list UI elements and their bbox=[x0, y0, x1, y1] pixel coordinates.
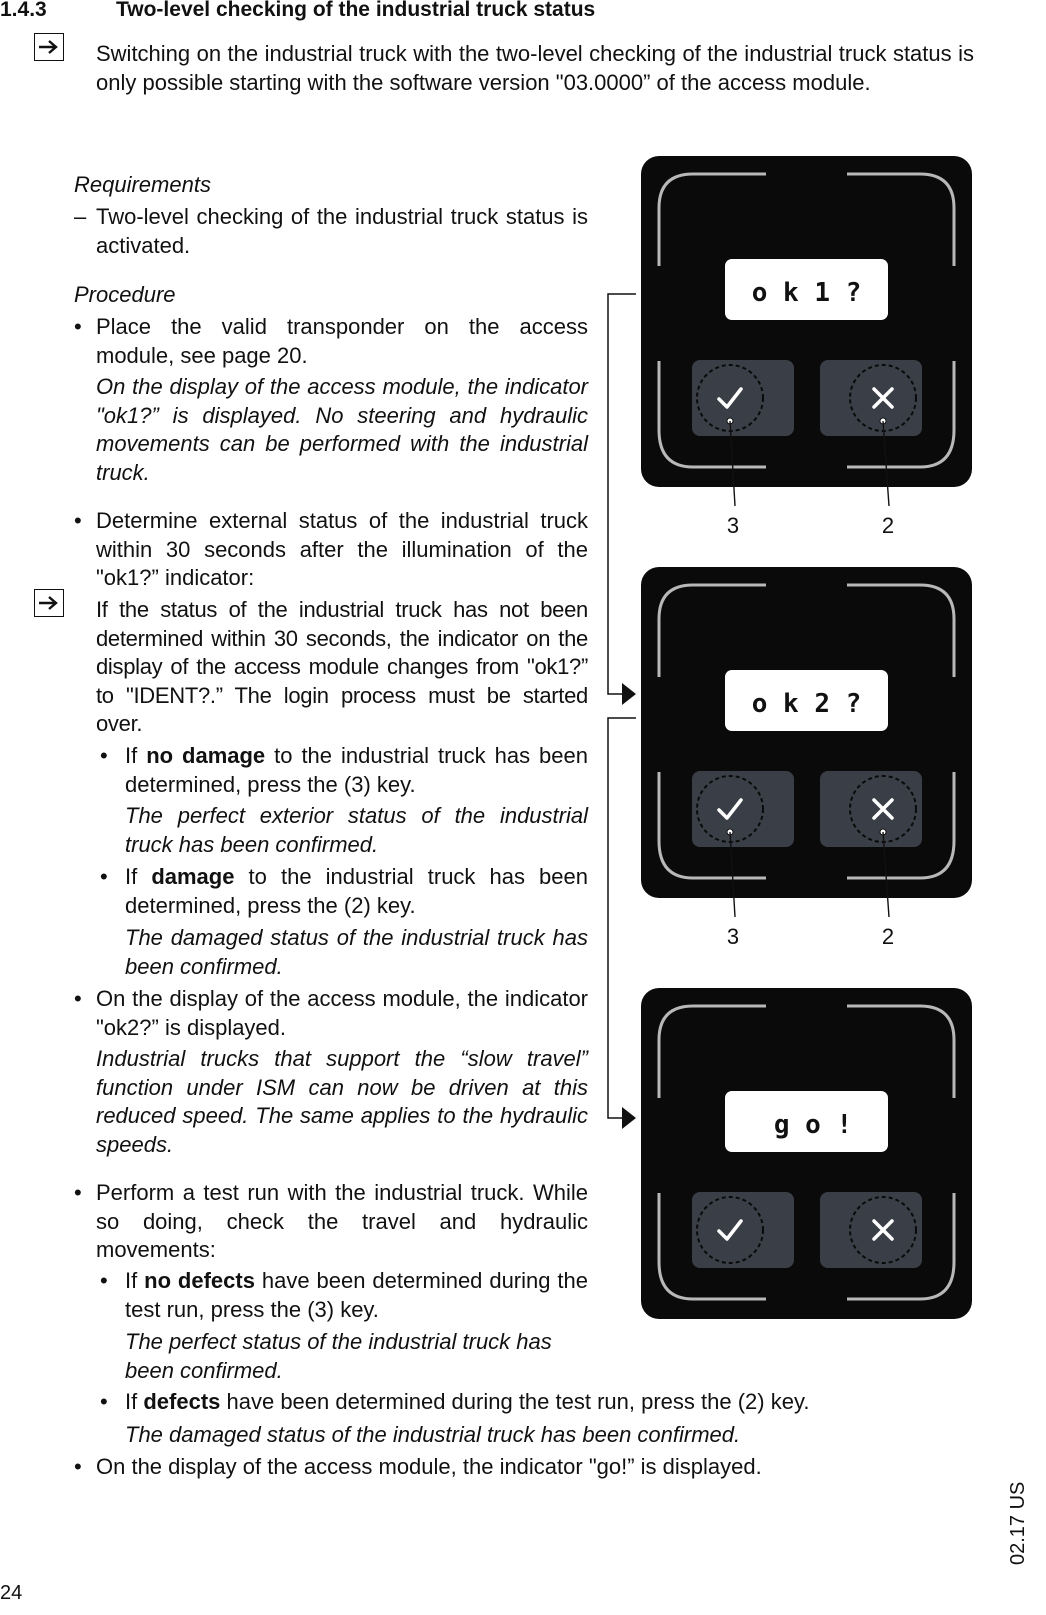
step5-bullet: • bbox=[74, 1454, 82, 1479]
step2-sub2-result: The damaged status of the industrial truck has been confirmed. bbox=[125, 925, 588, 979]
defects-emphasis: defects bbox=[143, 1389, 221, 1414]
note-software-version: Switching on the industrial truck with the two-level checking of the industrial truck status is only possible starting with the software version "03.0000” of the access module. bbox=[96, 41, 974, 95]
step5-text: On the display of the access module, the indicator "go!” is displayed. bbox=[96, 1454, 762, 1479]
section-number: 1.4.3 bbox=[0, 0, 47, 21]
section-title: Two-level checking of the industrial truck status bbox=[116, 0, 596, 21]
step2-sub2-bullet: • bbox=[100, 864, 108, 889]
step1-bullet: • bbox=[74, 314, 82, 339]
callout-2: 2 bbox=[881, 513, 895, 538]
step4-sub1-bullet: • bbox=[100, 1268, 108, 1293]
step4-text: Perform a test run with the industrial truck. While so doing, check the travel and hydraulic movements: bbox=[96, 1180, 588, 1262]
step2-sub1-bullet: • bbox=[100, 743, 108, 768]
display-go: g o ! bbox=[773, 1110, 853, 1140]
step4-sub1-result: The perfect status of the industrial truck has been confirmed. bbox=[125, 1329, 552, 1383]
callout-2: 2 bbox=[881, 924, 895, 949]
access-module-panel-2 bbox=[641, 567, 972, 949]
step4-sub1-text: If no defects have been determined during the test run, press the (3) key. bbox=[125, 1268, 588, 1322]
procedure-heading: Procedure bbox=[74, 282, 176, 307]
access-module-panel-1 bbox=[641, 156, 972, 538]
step2-bullet: • bbox=[74, 508, 82, 533]
requirements-heading: Requirements bbox=[74, 172, 211, 197]
step1-result: On the display of the access module, the indicator "ok1?” is displayed. No steering and hydraulic movements can be performed with the industrial truck. bbox=[96, 374, 588, 485]
step2-sub1-text: If no damage to the industrial truck has been determined, press the (3) key. bbox=[125, 743, 588, 797]
page-number: 24 bbox=[0, 1582, 23, 1604]
callout-3: 3 bbox=[726, 924, 740, 949]
flow-connector-2 bbox=[608, 718, 636, 1129]
no-defects-emphasis: no defects bbox=[144, 1268, 255, 1293]
display-ok1: o k 1 ? bbox=[751, 278, 862, 308]
flow-connector-1 bbox=[608, 294, 636, 705]
step2-sub1-result: The perfect exterior status of the industrial truck has been confirmed. bbox=[125, 803, 588, 857]
damage-emphasis: damage bbox=[151, 864, 235, 889]
step2-text: Determine external status of the industrial truck within 30 seconds after the illumination of the "ok1?” indicator: bbox=[96, 508, 588, 590]
requirements-dash: – bbox=[74, 204, 87, 229]
document-date: 02.17 US bbox=[1007, 1481, 1029, 1565]
step4-sub2-bullet: • bbox=[100, 1389, 108, 1414]
access-module-panel-3 bbox=[641, 988, 972, 1319]
no-damage-emphasis: no damage bbox=[146, 743, 266, 768]
step3-bullet: • bbox=[74, 986, 82, 1011]
requirements-item: Two-level checking of the industrial truck status is activated. bbox=[96, 204, 588, 258]
step4-sub2-result: The damaged status of the industrial truck has been confirmed. bbox=[125, 1422, 741, 1447]
step4-sub2-text: If defects have been determined during the test run, press the (2) key. bbox=[125, 1389, 810, 1414]
step2-timeout-note: If the status of the industrial truck has not been determined within 30 seconds, the indicator on the display of the access module changes from "ok1?” to "IDENT?.” The login process must be started over. bbox=[96, 597, 588, 736]
step2-sub2-text: If damage to the industrial truck has been determined, press the (2) key. bbox=[125, 864, 589, 918]
callout-3: 3 bbox=[726, 513, 740, 538]
step3-result: Industrial trucks that support the “slow travel” function under ISM can now be driven at this reduced speed. The same applies to the hydraulic speeds. bbox=[96, 1046, 588, 1157]
step1-text: Place the valid transponder on the access module, see page 20. bbox=[96, 314, 588, 368]
step3-text: On the display of the access module, the indicator "ok2?” is displayed. bbox=[96, 986, 588, 1040]
display-ok2: o k 2 ? bbox=[751, 689, 862, 719]
step4-bullet: • bbox=[74, 1180, 82, 1205]
